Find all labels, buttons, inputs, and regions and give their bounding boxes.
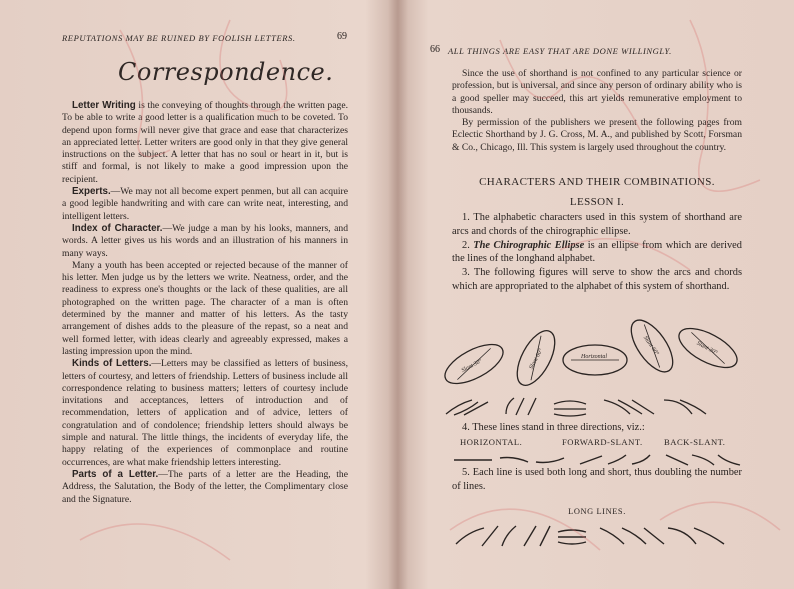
item-emphasis: The Chirographic Ellipse: [473, 239, 585, 251]
section-title: CHARACTERS AND THEIR COMBINATIONS.: [479, 176, 715, 188]
long-lines-row: [454, 524, 744, 548]
item-number: 2.: [462, 239, 470, 251]
paragraph-heading: Kinds of Letters.: [72, 358, 152, 370]
item-text: Each line is used both long and short, thus doubling the number of lines.: [452, 467, 742, 492]
paragraph-text: is the conveying of thoughts through the written page. To be able to write a good letter is a qualification much to be coveted. To depend upon forms will never give that grace and ease that characterizes an appreciated letter. Letter writers are good only in that they give general instructions on the subject. A letter that has no soul or heart in it, but is stiff and formal, is not likely to make a good impression upon the recipient.: [62, 100, 349, 185]
direction-forward-slant: FORWARD-SLANT.: [562, 437, 643, 447]
left-page: [0, 0, 392, 589]
ellipse-label: Slant 30°: [695, 340, 718, 357]
lesson-item-3: [452, 266, 742, 294]
paragraph-text: —The parts of a letter are the Heading, the Address, the Salutation, the Body of the letter, the Complimentary close and the Signature.: [62, 468, 348, 505]
paragraph-text: —Letters may be classified as letters of business, letters of courtesy, and letters of friendship. Letters of business include all correspondence relating to business matters; letters of courtesy include invitations and acceptances, letters of introduction and of recommendation, letters of application and of advice, letters of congratulation and of condolence; friendship letters should always be simple and natural. The little things, the incidents of everyday life, the happy relating of the experiences of commonplace and routine occurrences, are what make friendship letters interesting.: [62, 358, 348, 468]
item-number: 1.: [462, 212, 470, 223]
intro-paragraph: By permission of the publishers we present the following pages from Eclectic Shorthand by J. G. Cross, M. A., and published by Scott, Forsman & Co., Chicago, Ill. This system is largely used throughout the country.: [452, 117, 742, 153]
lesson-items: [452, 211, 742, 294]
intro-paragraph: Since the use of shorthand is not confined to any particular science or profession, but is universal, and since any person of ordinary ability who is a good speller may succeed, this art yields remunerative employment to thousands.: [452, 68, 742, 116]
paragraph-text: —We may not all become expert penmen, but all can acquire a good legible handwriting and with care can write neat, interesting, and intelligent letters.: [62, 186, 348, 222]
lesson-item-1: [452, 211, 742, 239]
direction-horizontal: HORIZONTAL.: [460, 437, 523, 447]
item-4-paragraph: [452, 421, 742, 435]
paragraph-experts: [62, 186, 348, 223]
paragraph-text: —We judge a man by his looks, manners, and words. A letter gives us his words and an illustration of his manners in many ways.: [62, 222, 348, 259]
item-number: 3.: [462, 267, 470, 279]
lesson-item-5: [452, 466, 742, 494]
ellipse-label: Slant 60°: [528, 348, 545, 371]
item-5-paragraph: [452, 466, 742, 494]
lesson-item-4: [452, 421, 742, 435]
paragraph-letter-writing: [62, 100, 348, 186]
right-intro-text: [452, 68, 742, 154]
paragraph-youth: [62, 260, 348, 358]
item-text: is an ellipse from which are derived the lines of the longhand alphabet.: [452, 239, 742, 265]
ellipse-slant-30: [440, 337, 509, 392]
long-lines-label: LONG LINES.: [568, 507, 626, 516]
paragraph-parts-of-letter: [62, 469, 348, 506]
paragraph-text: Many a youth has been accepted or rejected because of the manner of his letter. Men judge us by the letters we write. Neatness, order, and the readiness to express one's thoughts or the lack of these qualities, are all photographed on the written page. The character of a man is often determined by the manner and matter of his letters. As the tasty arrangement of dishes adds to the pleasure of the repast, so a neat and well formed letter, with ideas clearly and agreeably expressed, makes a lasting impression upon the mind.: [62, 259, 348, 357]
paragraph-index-of-character: [62, 223, 348, 260]
ellipse-slant-60: [510, 325, 563, 391]
ellipse-label: Slant 30°: [460, 358, 484, 375]
item-number: 4.: [462, 422, 470, 433]
left-body-text: [62, 100, 348, 506]
paragraph-heading: Letter Writing: [72, 100, 136, 111]
left-page-number: 69: [337, 31, 347, 42]
arcs-and-chords-row: [444, 396, 744, 418]
paragraph-heading: Index of Character.: [72, 222, 163, 234]
lesson-item-2: [452, 239, 742, 267]
ellipse-horizontal: [563, 345, 627, 375]
paragraph-heading: Parts of a Letter.: [72, 468, 159, 480]
ellipse-back-slant-60: [623, 318, 680, 379]
ellipse-label: Slant 60°: [641, 335, 660, 357]
paragraph-heading: Experts.: [72, 186, 111, 198]
item-text: The alphabetic characters used in this system of shorthand are arcs and chords of the chirographic ellipse.: [452, 212, 742, 237]
lesson-title: LESSON I.: [569, 196, 625, 208]
page-title: Correspondence.: [118, 58, 334, 86]
item-number: 5.: [462, 467, 470, 478]
right-running-head: ALL THINGS ARE EASY THAT ARE DONE WILLINGLY.: [448, 46, 672, 56]
paragraph-kinds-of-letters: [62, 358, 348, 469]
direction-back-slant: BACK-SLANT.: [664, 437, 726, 447]
left-running-head: REPUTATIONS MAY BE RUINED BY FOOLISH LETTERS.: [62, 33, 296, 43]
ellipse-label: Horizontal: [581, 354, 608, 360]
item-text: The following figures will serve to show the arcs and chords which are appropriated to the alphabet of this system of shorthand.: [452, 267, 742, 292]
right-page-number: 66: [430, 44, 440, 55]
item-text: These lines stand in three directions, viz.:: [469, 422, 645, 433]
right-page: [404, 0, 794, 589]
chirographic-ellipse-figures: [440, 318, 740, 394]
ellipse-back-slant-30: [673, 321, 740, 376]
